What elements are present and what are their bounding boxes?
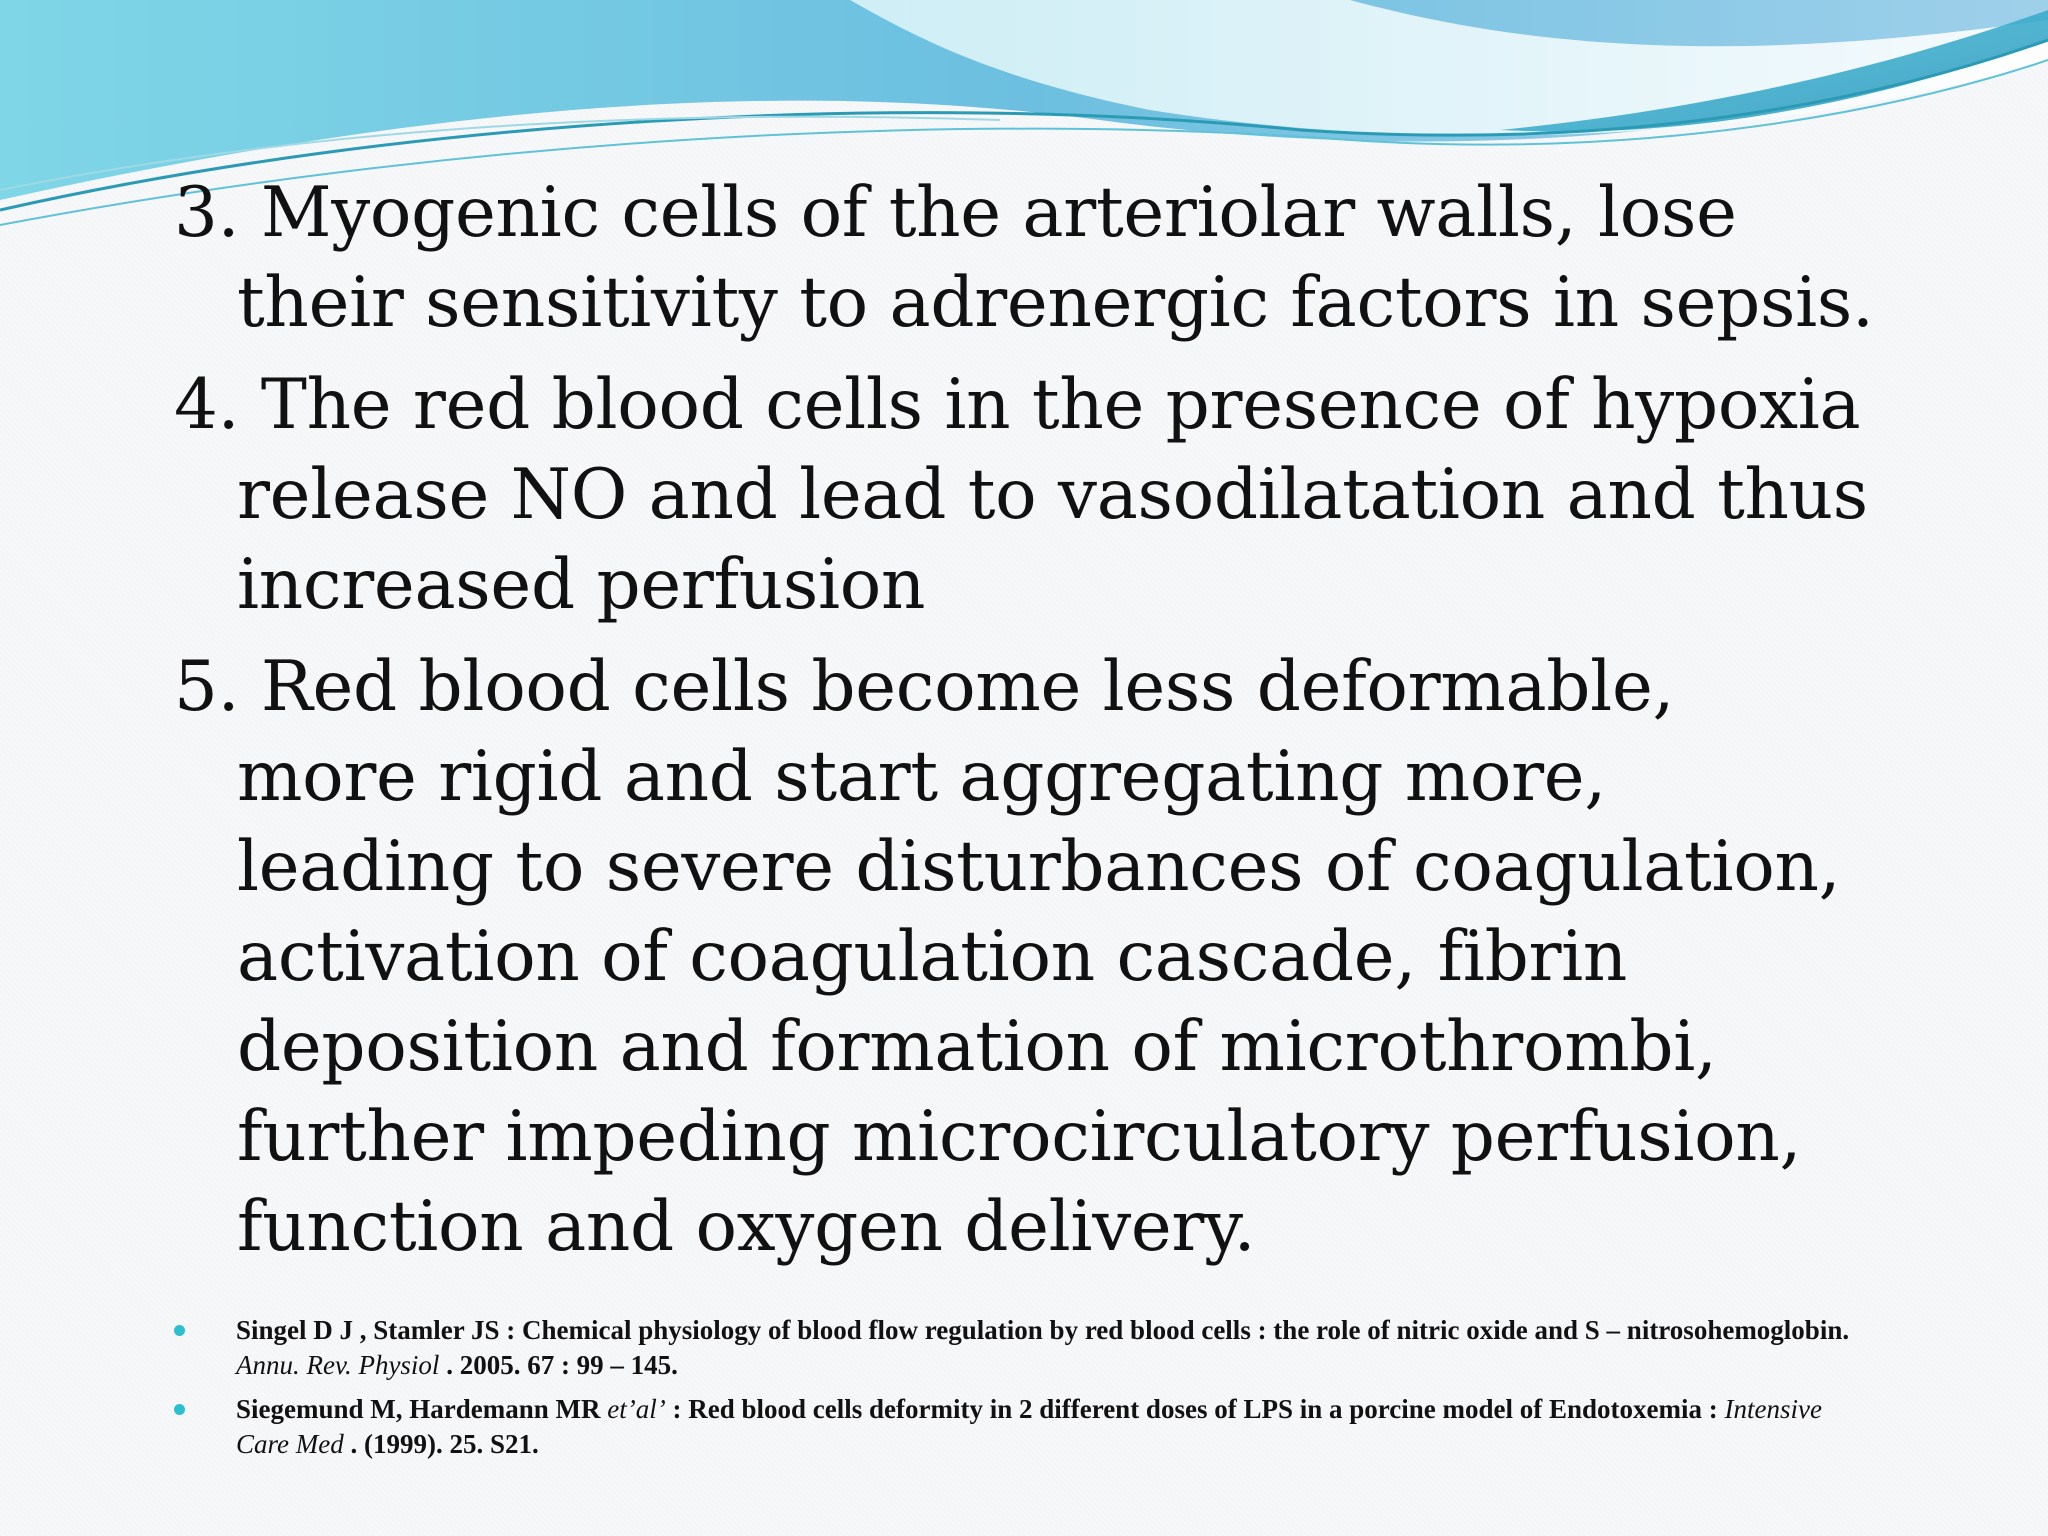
bullet-icon — [174, 1404, 185, 1415]
reference-etal: et’al’ — [607, 1394, 666, 1424]
reference-text: : Red blood cells deformity in 2 different doses of LPS in a porcine model of Endotoxemia : — [665, 1394, 1725, 1424]
reference-item — [172, 1313, 1872, 1383]
reference-journal: Intensive Care Med — [236, 1394, 1822, 1459]
reference-details: . (1999). 25. S21. — [343, 1429, 539, 1459]
bullet-icon — [174, 1325, 185, 1336]
reference-journal: Annu. Rev. Physiol — [236, 1350, 440, 1380]
point-item-5: 5. Red blood cells become less deformable, more rigid and start aggregating more, leading to severe disturbances of coagulation, activation of coagulation cascade, fibrin deposition and formation of microthrombi, further impeding microcirculatory perfusion, function and oxygen delivery. — [174, 647, 1841, 1267]
reference-details: . 2005. 67 : 99 – 145. — [439, 1350, 678, 1380]
reference-text: Singel D J , Stamler JS : Chemical physiology of blood flow regulation by red blood cells : the role of nitric oxide and S – nitrosohemoglobin. — [236, 1315, 1850, 1345]
point-item-4: 4. The red blood cells in the presence of hypoxia release NO and lead to vasodilatation and thus increased perfusion — [174, 365, 1868, 625]
reference-authors: Siegemund M, Hardemann MR — [236, 1394, 608, 1424]
main-points-list — [174, 168, 1874, 1284]
point-item-3: 3. Myogenic cells of the arteriolar walls, lose their sensitivity to adrenergic factors in sepsis. — [174, 173, 1874, 343]
references-list — [172, 1313, 1872, 1471]
reference-item — [172, 1392, 1872, 1462]
